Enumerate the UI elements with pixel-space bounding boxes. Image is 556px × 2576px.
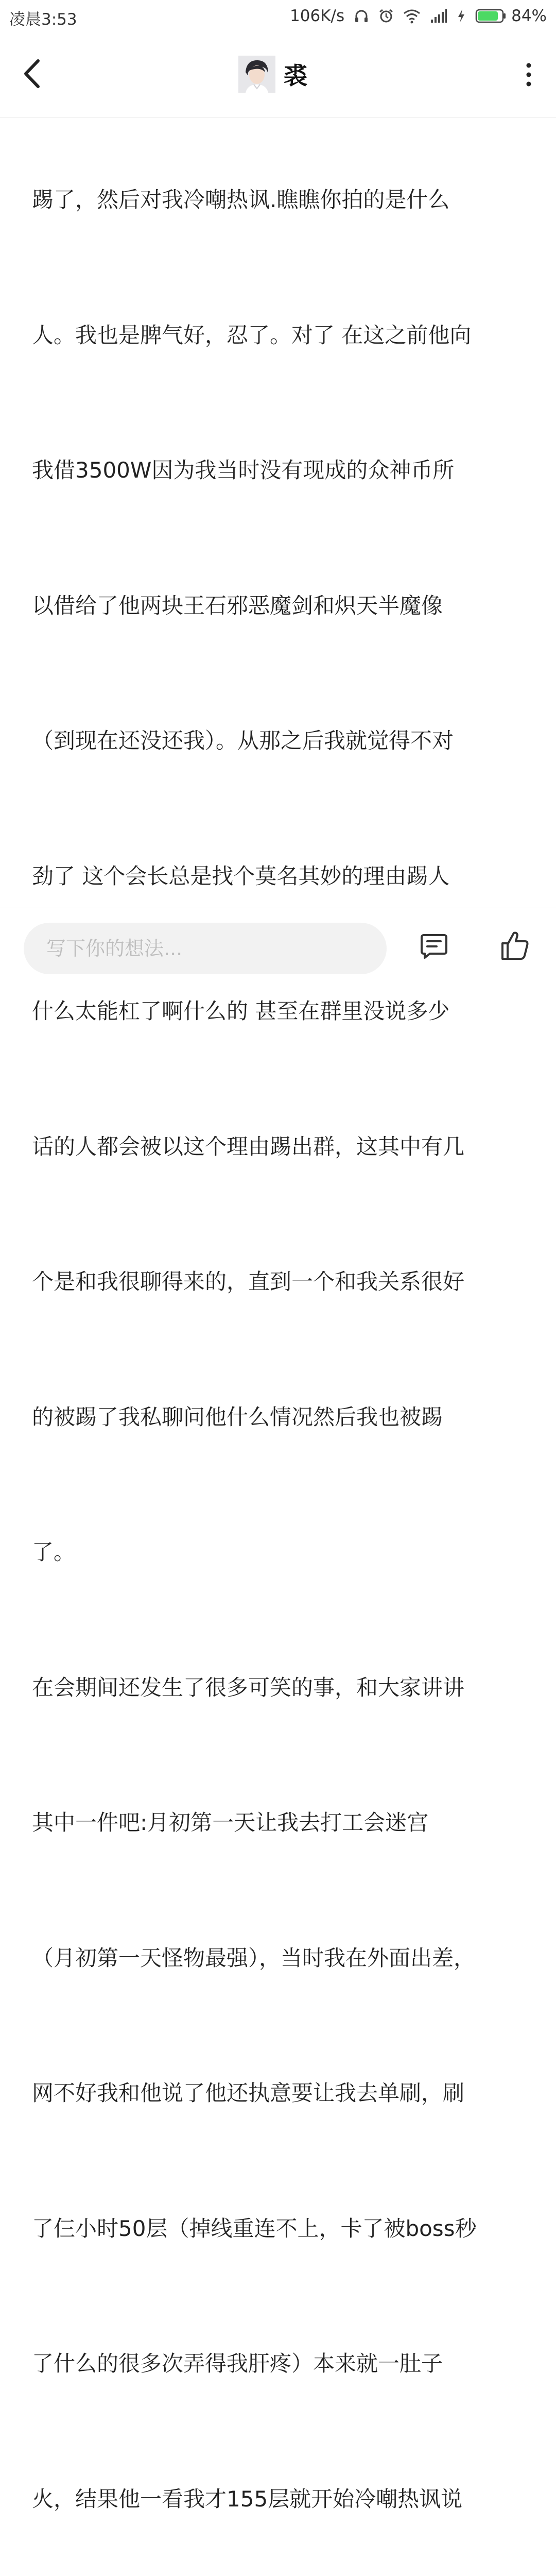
comment-icon [420, 932, 448, 961]
article-line: 个是和我很聊得来的，直到一个和我关系很好 [32, 1269, 465, 1294]
article-line: 了什么的很多次弄得我肝疼）本来就一肚子 [32, 2351, 443, 2376]
wifi-icon [403, 8, 421, 24]
article-line: 话的人都会被以这个理由踢出群，这其中有几 [32, 1133, 465, 1159]
article-text [32, 87, 526, 2576]
status-time: 凌晨3:53 [9, 10, 77, 29]
thumbs-up-icon [500, 930, 529, 961]
back-button[interactable] [21, 57, 46, 91]
status-bar [0, 0, 556, 32]
article-line: 火，结果他一看我才155层就开始冷嘲热讽说 [32, 2486, 463, 2512]
battery-icon [475, 8, 506, 24]
status-icons [290, 6, 547, 26]
bottom-bar [0, 907, 556, 990]
comment-input[interactable] [24, 923, 387, 974]
like-button[interactable] [500, 930, 529, 961]
article-line: 了仨小时50层（掉线重连不上，卡了被boss秒 [32, 2215, 477, 2241]
article-line: 了。 [32, 1539, 76, 1565]
article-line: 的被踢了我私聊问他什么情况然后我也被踢 [32, 1404, 443, 1430]
article-line: 人。我也是脾气好，忍了。对了 在这之前他向 [32, 322, 472, 348]
article-line: （月初第一天怪物最强），当时我在外面出差， [32, 1945, 476, 1971]
network-speed: 106K/s [290, 7, 345, 25]
charging-icon [457, 8, 466, 24]
comment-button[interactable] [420, 932, 448, 961]
battery [475, 7, 547, 25]
article-line: 我借3500W因为我当时没有现成的众神币所 [32, 457, 455, 483]
battery-percent: 84% [511, 7, 547, 25]
article-line: 在会期间还发生了很多可笑的事，和大家讲讲 [32, 1674, 465, 1700]
article-line: 以借给了他两块王石邪恶魔剑和炽天半魔像 [32, 592, 443, 618]
signal-icon [430, 8, 447, 24]
article-line: （到现在还没还我）。从那之后我就觉得不对 [32, 728, 454, 753]
article-line: 其中一件吧:月初第一天让我去打工会迷宫 [32, 1810, 429, 1835]
article-body[interactable] [0, 118, 556, 2512]
headset-icon [354, 8, 369, 24]
article-line: 什么太能杠了啊什么的 甚至在群里没说多少 [32, 998, 450, 1024]
article-line: 踢了，然后对我冷嘲热讽.瞧瞧你拍的是什么 [32, 187, 450, 212]
article-line: 劲了 这个会长总是找个莫名其妙的理由踢人 [32, 863, 450, 889]
chevron-left-icon [21, 57, 46, 91]
header-title: 裘 [284, 62, 307, 90]
article-line: 网不好我和他说了他还执意要让我去单刷，刷 [32, 2080, 465, 2106]
alarm-icon [378, 8, 394, 24]
